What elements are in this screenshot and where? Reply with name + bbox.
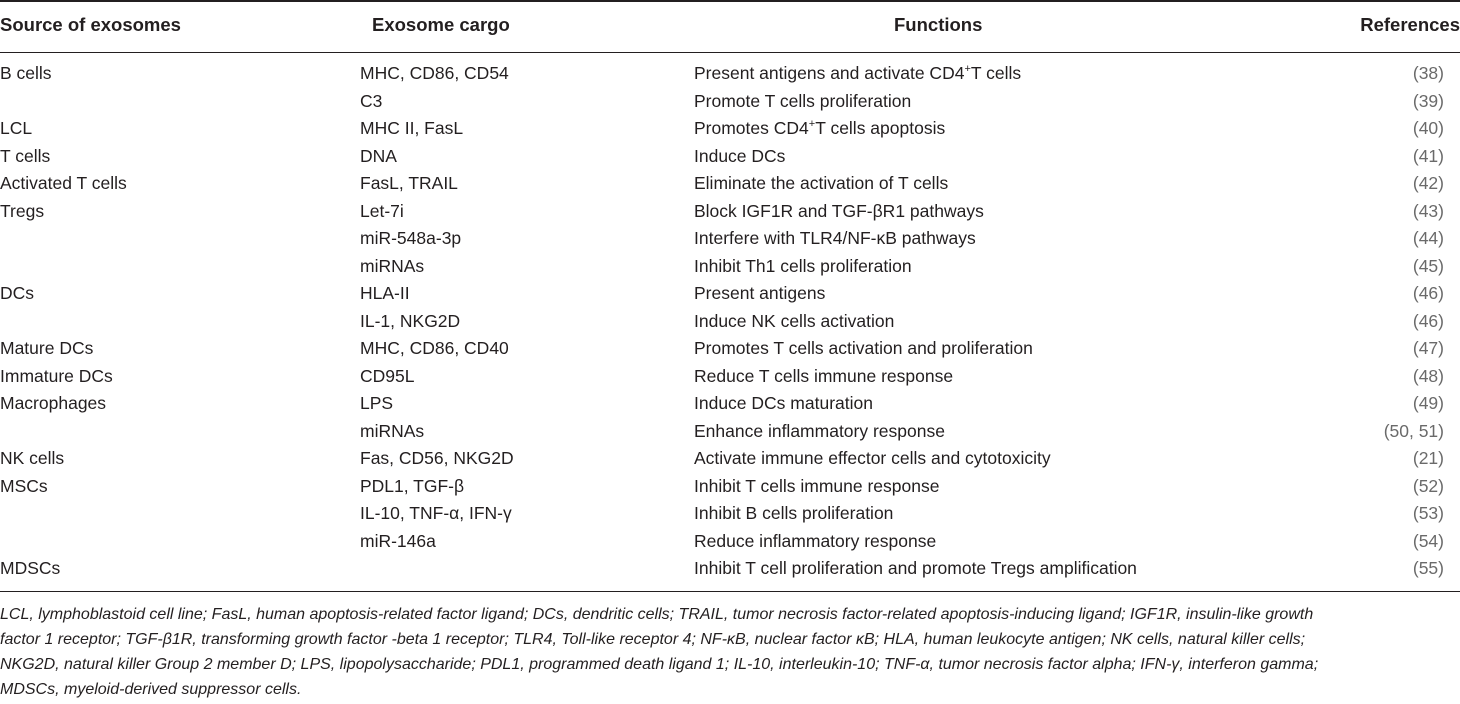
cell-function [694, 448, 1051, 469]
cell-function-text: Present antigens [694, 283, 826, 303]
cell-function-text: Present antigens and activate CD4 [694, 63, 965, 83]
cell-function-text: Inhibit B cells proliferation [694, 503, 894, 523]
cell-reference-link[interactable]: (21) [1412, 448, 1444, 468]
header-functions: Functions [894, 14, 983, 35]
cell-function-text: Reduce inflammatory response [694, 530, 937, 551]
cell-function-text: Reduce T cells immune response [694, 365, 954, 386]
cell-reference-link[interactable]: (49) [1412, 393, 1444, 413]
cell-cargo: MHC II, FasL [360, 118, 464, 138]
cell-function [694, 531, 936, 552]
cell-cargo: IL-10, TNF-α, IFN-γ [360, 503, 512, 523]
cell-cargo: LPS [360, 393, 394, 413]
table-row [0, 309, 1460, 337]
cell-function [694, 366, 953, 387]
cell-source: MDSCs [0, 558, 61, 578]
cell-reference-link[interactable]: (54) [1412, 530, 1444, 551]
cell-cargo: miR-146a [360, 530, 436, 551]
cell-source: LCL [0, 118, 33, 138]
cell-function [694, 421, 945, 442]
cell-cargo: IL-1, NKG2D [360, 310, 461, 331]
cell-function [694, 173, 948, 194]
table-header [0, 0, 1460, 52]
cell-function [694, 63, 1021, 84]
cell-function-text: Induce DCs [694, 145, 786, 166]
cell-cargo: Let-7i [360, 200, 404, 221]
cell-cargo: HLA-II [360, 283, 410, 303]
table-row [0, 116, 1460, 144]
cell-reference-link[interactable]: (43) [1412, 200, 1444, 221]
cell-reference-link[interactable]: (48) [1412, 365, 1444, 386]
cell-function-text: Inhibit Th1 cells proliferation [694, 255, 912, 276]
cell-function [694, 311, 894, 332]
cell-reference-link[interactable]: (38) [1412, 63, 1444, 83]
cell-function-text: Activate immune effector cells and cytotoxicity [694, 448, 1051, 468]
cell-cargo: miR-548a-3p [360, 228, 462, 248]
cell-function-text: Promote T cells proliferation [694, 90, 912, 111]
cell-reference-link[interactable]: (44) [1412, 228, 1444, 248]
cell-reference-link[interactable]: (47) [1412, 338, 1444, 358]
cell-source: MSCs [0, 475, 48, 496]
cell-function [694, 503, 893, 524]
cell-function-text: Induce DCs maturation [694, 393, 873, 413]
cell-reference-link[interactable]: (40) [1412, 118, 1444, 138]
footnote-line: LCL, lymphoblastoid cell line; FasL, human apoptosis-related factor ligand; DCs, dendritic cells; TRAIL, tumor necrosis factor-related apoptosis-inducing ligand; IGF1R, insulin-like growth [0, 606, 1314, 623]
cell-function [694, 118, 945, 139]
cell-reference-link[interactable]: (39) [1412, 90, 1444, 111]
header-source: Source of exosomes [0, 14, 181, 35]
header-cargo: Exosome cargo [372, 14, 510, 35]
footnote-line: MDSCs, myeloid-derived suppressor cells. [0, 681, 302, 698]
cell-cargo: MHC, CD86, CD40 [360, 338, 509, 358]
table-row [0, 199, 1460, 227]
table-row [0, 336, 1460, 364]
table-row [0, 529, 1460, 557]
cell-function [694, 476, 939, 497]
cell-function [694, 338, 1033, 359]
cell-function [694, 146, 785, 167]
cell-reference-link[interactable]: (50, 51) [1383, 420, 1444, 441]
cell-function-text: Enhance inflammatory response [694, 420, 945, 441]
table-row [0, 281, 1460, 309]
cell-function-superscript: + [808, 118, 816, 130]
cell-reference-link[interactable]: (46) [1412, 283, 1444, 303]
cell-reference-link[interactable]: (46) [1412, 310, 1444, 331]
cell-function [694, 393, 873, 414]
cell-cargo: DNA [360, 145, 397, 166]
table-row [0, 61, 1460, 89]
table-row [0, 419, 1460, 447]
table-row [0, 171, 1460, 199]
cell-reference-link[interactable]: (53) [1412, 503, 1444, 523]
cell-cargo: miRNAs [360, 420, 425, 441]
cell-function-text: Eliminate the activation of T cells [694, 173, 949, 193]
cell-cargo: miRNAs [360, 255, 425, 276]
cell-function [694, 91, 911, 112]
cell-reference-link[interactable]: (45) [1412, 255, 1444, 276]
footnote-line: factor 1 receptor; TGF-β1R, transforming growth factor -beta 1 receptor; TLR4, Toll-like receptor 4; NF-κB, nuclear factor κB; HLA, human leukocyte antigen; NK cells, natural killer cells; [0, 631, 1306, 648]
table-footnote [0, 602, 1460, 702]
table-row [0, 226, 1460, 254]
cell-function-superscript: + [964, 63, 971, 75]
cell-source: NK cells [0, 448, 65, 468]
cell-cargo: MHC, CD86, CD54 [360, 63, 509, 83]
cell-reference-link[interactable]: (42) [1412, 173, 1444, 193]
cell-function-text: Block IGF1R and TGF-βR1 pathways [694, 200, 984, 221]
cell-function-text: Promotes CD4 [694, 118, 809, 138]
table-row [0, 144, 1460, 172]
cell-function-tail: T cells [970, 63, 1022, 83]
table-row [0, 254, 1460, 282]
cell-function [694, 228, 976, 249]
cell-source: Immature DCs [0, 365, 113, 386]
header-rule [0, 52, 1460, 53]
cell-function-text: Promotes T cells activation and proliferation [694, 338, 1033, 358]
cell-source: Tregs [0, 200, 45, 221]
cell-source: DCs [0, 283, 35, 303]
table-row [0, 501, 1460, 529]
cell-function [694, 558, 1137, 579]
cell-reference-link[interactable]: (52) [1412, 475, 1444, 496]
cell-cargo: C3 [360, 90, 383, 111]
cell-cargo: FasL, TRAIL [360, 173, 458, 193]
cell-reference-link[interactable]: (55) [1412, 558, 1444, 578]
cell-source: B cells [0, 63, 52, 83]
footnote-line: NKG2D, natural killer Group 2 member D; LPS, lipopolysaccharide; PDL1, programmed death ligand 1; IL-10, interleukin-10; TNF-α, tumor necrosis factor alpha; IFN-γ, interferon gamma; [0, 656, 1319, 673]
cell-function [694, 256, 912, 277]
cell-source: Mature DCs [0, 338, 94, 358]
cell-reference-link[interactable]: (41) [1412, 145, 1444, 166]
cell-cargo: CD95L [360, 365, 415, 386]
cell-function [694, 201, 984, 222]
table-row [0, 89, 1460, 117]
cell-function-text: Inhibit T cells immune response [694, 475, 940, 496]
cell-source: T cells [0, 145, 51, 166]
table-row [0, 474, 1460, 502]
table-bottom-rule [0, 591, 1460, 592]
table-row [0, 446, 1460, 474]
table-row [0, 556, 1460, 584]
table-body [0, 61, 1460, 584]
cell-function-text: Induce NK cells activation [694, 310, 895, 331]
cell-cargo: Fas, CD56, NKG2D [360, 448, 514, 468]
cell-function-text: Inhibit T cell proliferation and promote Tregs amplification [694, 558, 1137, 578]
table-row [0, 364, 1460, 392]
cell-source: Macrophages [0, 393, 107, 413]
header-references: References [1360, 14, 1460, 35]
cell-function [694, 283, 825, 304]
cell-function-text: Interfere with TLR4/NF-κB pathways [694, 228, 976, 248]
cell-function-tail: T cells apoptosis [815, 118, 946, 138]
table-row [0, 391, 1460, 419]
cell-cargo: PDL1, TGF-β [360, 475, 465, 496]
cell-source: Activated T cells [0, 173, 127, 193]
